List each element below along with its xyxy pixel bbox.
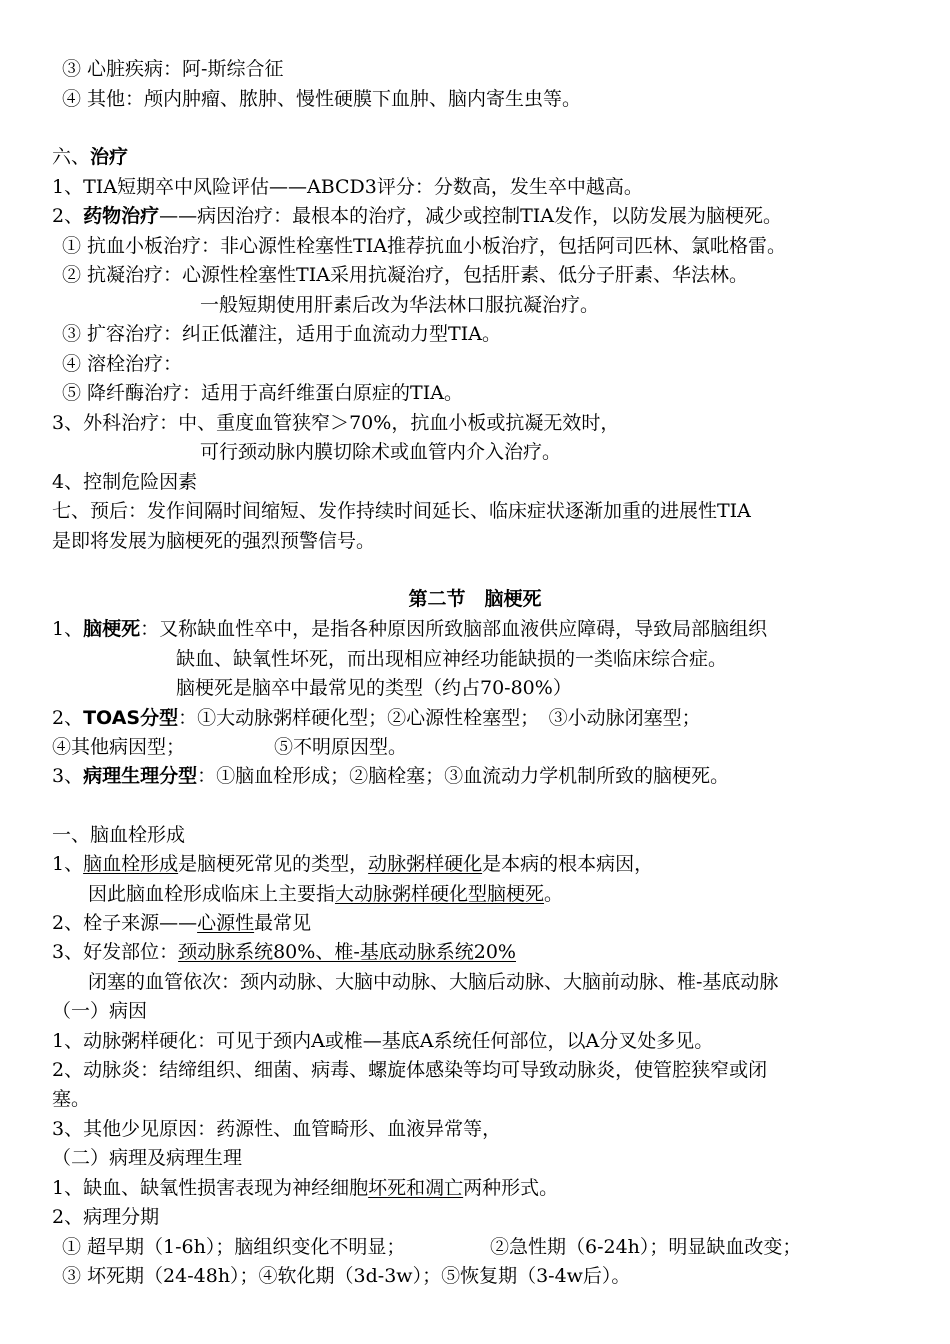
text-line: ① 超早期（1-6h）；脑组织变化不明显； bbox=[62, 1236, 406, 1258]
text-line: 一般短期使用肝素后改为华法林口服抗凝治疗。 bbox=[200, 294, 600, 316]
text-line: 塞。 bbox=[52, 1088, 91, 1110]
text-line: ⑤ 降纤酶治疗：适用于高纤维蛋白原症的TIA。 bbox=[62, 382, 463, 404]
subsection-heading: （一）病因 bbox=[52, 1000, 148, 1022]
text-line: ② 抗凝治疗：心源性栓塞性TIA采用抗凝治疗，包括肝素、低分子肝素、华法林。 bbox=[62, 264, 748, 286]
text-line: 1、脑梗死：又称缺血性卒中，是指各种原因所致脑部血液供应障碍，导致局部脑组织 bbox=[52, 618, 768, 640]
text-line: ③ 扩容治疗：纠正低灌注，适用于血流动力型TIA。 bbox=[62, 323, 501, 345]
text-line: 2、病理分期 bbox=[52, 1206, 160, 1228]
section-title-cerebral-infarction: 第二节 脑梗死 bbox=[408, 588, 542, 610]
text-line: ④ 溶栓治疗： bbox=[62, 353, 183, 375]
text-line: 3、好发部位：颈动脉系统80%、椎-基底动脉系统20% bbox=[52, 941, 516, 963]
text-line: 可行颈动脉内膜切除术或血管内介入治疗。 bbox=[200, 441, 562, 463]
text-line: 缺血、缺氧性坏死，而出现相应神经功能缺损的一类临床综合症。 bbox=[176, 648, 728, 670]
text-line: 2、栓子来源——心源性最常见 bbox=[52, 912, 312, 934]
text-line: 3、其他少见原因：药源性、血管畸形、血液异常等， bbox=[52, 1118, 502, 1140]
text-line: 1、脑血栓形成是脑梗死常见的类型，动脉粥样硬化是本病的根本病因， bbox=[52, 853, 654, 875]
text-line: ③ 心脏疾病：阿-斯综合征 bbox=[62, 58, 284, 80]
text-line: 2、TOAS分型：①大动脉粥样硬化型；②心源性栓塞型； ③小动脉闭塞型； bbox=[52, 707, 701, 729]
text-line: 3、外科治疗：中、重度血管狭窄＞70%，抗血小板或抗凝无效时， bbox=[52, 412, 620, 434]
text-line: 1、TIA短期卒中风险评估——ABCD3评分：分数高，发生卒中越高。 bbox=[52, 176, 643, 198]
text-line: ④其他病因型； bbox=[52, 736, 186, 758]
subsection-heading: 一、脑血栓形成 bbox=[52, 824, 186, 846]
subsection-heading: （二）病理及病理生理 bbox=[52, 1147, 243, 1169]
text-line: 七、预后：发作间隔时间缩短、发作持续时间延长、临床症状逐渐加重的进展性TIA bbox=[52, 500, 751, 522]
text-line: 1、缺血、缺氧性损害表现为神经细胞坏死和凋亡两种形式。 bbox=[52, 1177, 559, 1199]
text-line: 3、病理生理分型：①脑血栓形成；②脑栓塞；③血流动力学机制所致的脑梗死。 bbox=[52, 765, 730, 787]
text-line: 2、药物治疗——病因治疗：最根本的治疗，减少或控制TIA发作，以防发展为脑梗死。 bbox=[52, 205, 783, 227]
text-line: 1、动脉粥样硬化：可见于颈内A或椎—基底A系统任何部位，以A分叉处多见。 bbox=[52, 1030, 714, 1052]
section-heading-treatment: 六、治疗 bbox=[52, 146, 129, 168]
text-line: ④ 其他：颅内肿瘤、脓肿、慢性硬膜下血肿、脑内寄生虫等。 bbox=[62, 88, 582, 110]
text-line: 因此脑血栓形成临床上主要指大动脉粥样硬化型脑梗死。 bbox=[88, 883, 564, 905]
text-line: 4、控制危险因素 bbox=[52, 471, 198, 493]
text-line: 2、动脉炎：结缔组织、细菌、病毒、螺旋体感染等均可导致动脉炎，使管腔狭窄或闭 bbox=[52, 1059, 768, 1081]
text-line: ① 抗血小板治疗：非心源性栓塞性TIA推荐抗血小板治疗，包括阿司匹林、氯吡格雷。 bbox=[62, 235, 786, 257]
text-line: 是即将发展为脑梗死的强烈预警信号。 bbox=[52, 530, 376, 552]
text-line: 闭塞的血管依次：颈内动脉、大脑中动脉、大脑后动脉、大脑前动脉、椎-基底动脉 bbox=[88, 971, 779, 993]
text-line: 脑梗死是脑卒中最常见的类型（约占70-80%） bbox=[176, 677, 572, 699]
text-line: ②急性期（6-24h）；明显缺血改变； bbox=[490, 1236, 802, 1258]
text-line: ③ 坏死期（24-48h）；④软化期（3d-3w）；⑤恢复期（3-4w后）。 bbox=[62, 1265, 631, 1287]
text-line: ⑤不明原因型。 bbox=[274, 736, 408, 758]
